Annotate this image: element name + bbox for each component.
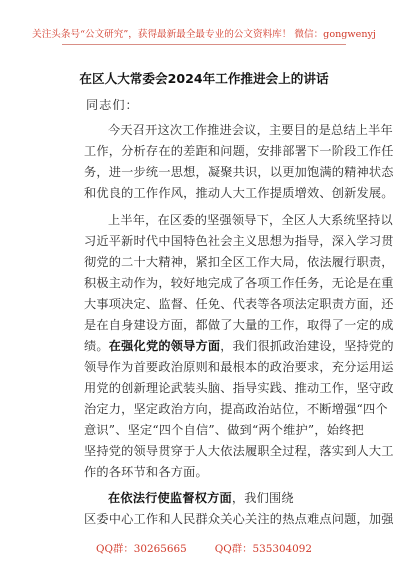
paragraph-text: 绩。: [84, 339, 109, 353]
section-heading-supervision: 在依法行使监督权方面: [108, 491, 232, 505]
salutation: 同志们：: [86, 98, 139, 112]
paragraph-line-mixed: [84, 338, 394, 354]
paragraph-line: 大事项决定、监督、任免、代表等各项法定职责方面，还: [84, 297, 394, 311]
section-heading-party-leadership: 在强化党的领导方面: [108, 339, 221, 353]
paragraph-line: 彻党的二十大精神，紧扣全区工作大局，依法履行职责，: [84, 255, 394, 269]
paragraph-line: 意识”、坚定“四个自信”、做到“两个维护”，始终把: [84, 423, 364, 437]
paragraph-line: 上半年，在区委的坚强领导下，全区人大系统坚持以: [108, 213, 393, 227]
paragraph-line: 工作，分析存在的差距和问题，安排部署下一阶段工作任: [84, 144, 394, 158]
paragraph-text: ，我们很抓政治建设，坚持党的: [220, 339, 394, 353]
paragraph-line: 务，进一步统一思想，凝聚共识，以更加饱满的精神状态: [84, 165, 394, 179]
paragraph-line: 今天召开这次工作推进会议，主要目的是总结上半年: [108, 123, 393, 137]
paragraph-line: 治定力，坚定政治方向，提高政治站位，不断增强“四个: [84, 402, 388, 416]
paragraph-line: 坚持党的领导贯穿于人大依法履职全过程，落实到人大工: [84, 444, 394, 458]
paragraph-line: 用党的创新理论武装头脑、指导实践、推动工作，坚守政: [84, 381, 394, 395]
paragraph-line: 区委中心工作和人民群众关心关注的热点难点问题，加强: [84, 512, 394, 526]
header-divider: [62, 44, 346, 45]
paragraph-line: 领导作为首要政治原则和最根本的政治要求，充分运用运: [84, 360, 394, 374]
paragraph-line: 积极主动作为，较好地完成了各项工作任务，无论是在重: [84, 276, 394, 290]
footer-contacts: [0, 540, 408, 555]
footer-qq-group-2: QQ群：535304092: [214, 543, 313, 555]
paragraph-line-mixed: [108, 490, 332, 506]
paragraph-text: ，我们围绕: [231, 491, 294, 505]
paragraph-line: 和优良的工作作风，推动人大工作提质增效、创新发展。: [84, 186, 394, 200]
paragraph-line: 习近平新时代中国特色社会主义思想为指导，深入学习贯: [84, 234, 394, 248]
paragraph-line: 作的各环节和各方面。: [84, 465, 208, 479]
paragraph-line: 是在自身建设方面，都做了大量的工作，取得了一定的成: [84, 318, 394, 332]
header-promo-note: 关注头条号“公文研究”，获得最新最全最专业的公文资料库！ 微信：gongwenyj: [32, 29, 376, 40]
footer-qq-group-1: QQ群：30265665: [95, 543, 187, 555]
document-title: 在区人大常委会2024年工作推进会上的讲话: [79, 71, 329, 86]
